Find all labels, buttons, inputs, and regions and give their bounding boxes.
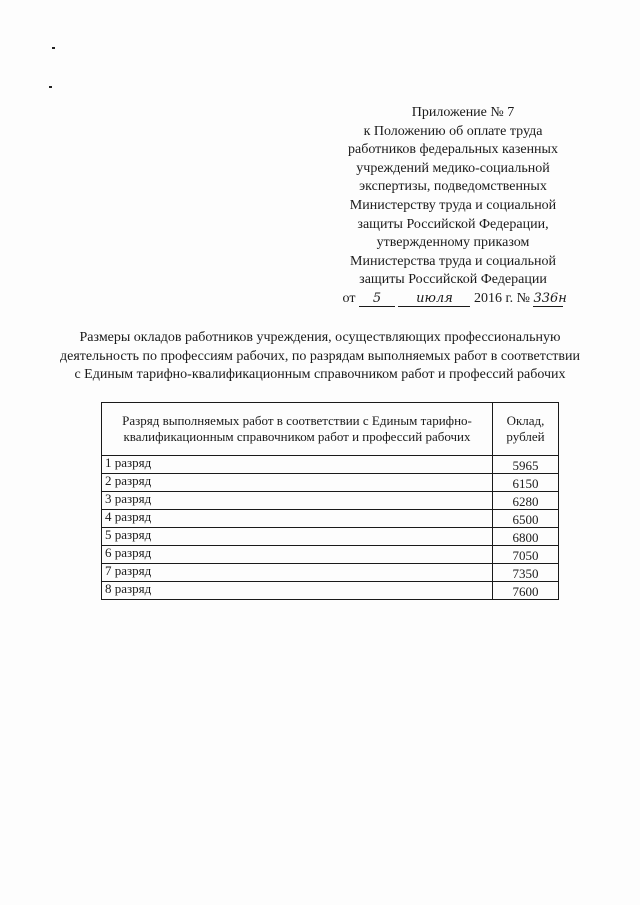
salary-cell: 6800 [493,528,559,546]
grade-cell: 5 разряд [102,528,493,546]
appendix-line: учреждений медико-социальной [356,160,550,176]
scan-speck [49,86,52,88]
salary-cell: 5965 [493,456,559,474]
appendix-line: к Положению об оплате труда [363,123,543,139]
date-prefix: от [342,290,356,306]
grade-cell: 7 разряд [102,564,493,582]
table-row [102,582,559,600]
grade-cell: 3 разряд [102,492,493,510]
appendix-line: Министерства труда и социальной [350,253,556,269]
handwritten-month: июля [398,292,470,307]
handwritten-day: 5 [359,292,395,307]
grade-cell: 4 разряд [102,510,493,528]
handwritten-order-number: 336н [533,290,567,306]
appendix-line: Министерству труда и социальной [349,197,557,213]
salary-cell: 6500 [493,510,559,528]
appendix-line: защиты Российской Федерации, [357,216,549,232]
grade-column-header: Разряд выполняемых работ в соответствии с Единым тарифно-квалификационным справочником работ и профессий рабочих [102,403,493,456]
appendix-line: экспертизы, подведомственных [359,179,547,195]
table-header-row [102,403,559,456]
date-year-text: 2016 г. № [473,290,530,306]
grade-cell: 1 разряд [102,456,493,474]
table-row [102,510,559,528]
document-title: Размеры окладов работников учреждения, осуществляющих профессиональную деятельность по профессиям рабочих, по разрядам выполняемых работ в соответствии с Единым тарифно-квалификационным справочником работ и профессий рабочих [60,330,580,382]
appendix-line: защиты Российской Федерации [359,272,547,288]
scan-speck [52,47,55,49]
appendix-line: работников федеральных казенных [348,142,558,158]
table-row [102,564,559,582]
salary-cell: 7050 [493,546,559,564]
table-row [102,492,559,510]
salary-column-header: Оклад, рублей [493,403,559,456]
table-row [102,474,559,492]
grade-cell: 6 разряд [102,546,493,564]
grade-cell: 2 разряд [102,474,493,492]
salary-cell: 6150 [493,474,559,492]
table-row [102,456,559,474]
salary-cell: 6280 [493,492,559,510]
salary-cell: 7600 [493,582,559,600]
appendix-line: утвержденному приказом [376,235,530,251]
table-row [102,528,559,546]
grade-cell: 8 разряд [102,582,493,600]
order-date-line [318,290,588,309]
appendix-header [318,104,588,309]
table-row [102,546,559,564]
appendix-number: Приложение № 7 [411,105,515,120]
salary-cell: 7350 [493,564,559,582]
salary-table [101,402,559,600]
